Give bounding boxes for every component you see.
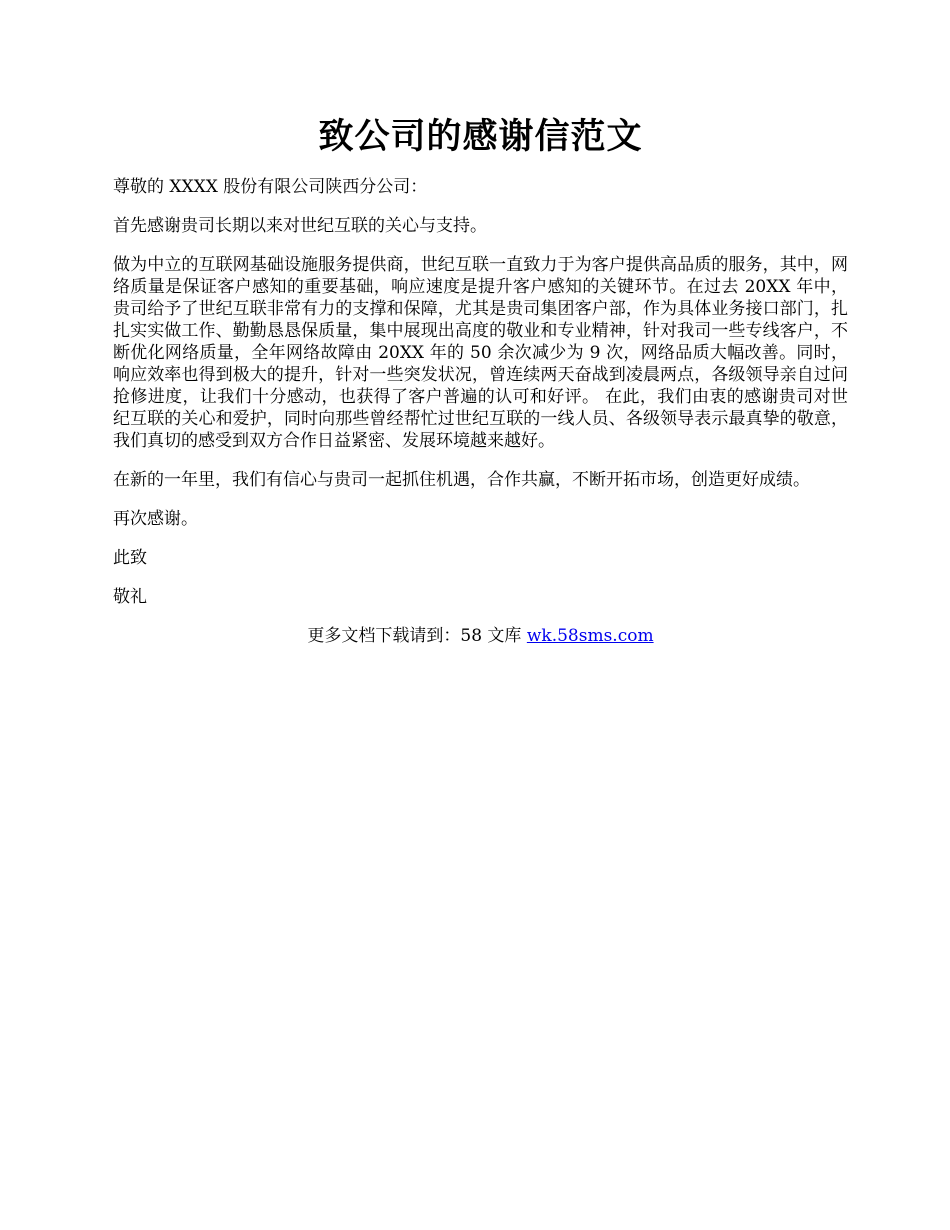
thanks-again: 再次感谢。 [113, 509, 198, 529]
footer-prefix: 更多文档下载请到：58 文库 [307, 626, 527, 646]
closing-line-1: 此致 [113, 548, 147, 568]
outlook-paragraph: 在新的一年里，我们有信心与贵司一起抓住机遇，合作共赢，不断开拓市场，创造更好成绩。 [113, 470, 810, 490]
download-footer [113, 625, 848, 647]
footer-link[interactable]: wk.58sms.com [526, 626, 654, 646]
main-paragraph: 做为中立的互联网基础设施服务提供商，世纪互联一直致力于为客户提供高品质的服务，其中，网络质量是保证客户感知的重要基础，响应速度是提升客户感知的关键环节。在过去 20XX 年中，贵司给予了世纪互联非常有力的支撑和保障，尤其是贵司集团客户部，作为具体业务接口部门，扎扎实实做工作、勤勤恳恳保质量，集中展现出高度的敬业和专业精神，针对我司一些专线客户，不断优化网络质量，全年网络故障由 20XX 年的 50 余次减少为 9 次，网络品质大幅改善。同时，响应效率也得到极大的提升，针对一些突发状况，曾连续两天奋战到凌晨两点，各级领导亲自过问抢修进度，让我们十分感动，也获得了客户普遍的认可和好评。 在此，我们由衷的感谢贵司对世纪互联的关心和爱护，同时向那些曾经帮忙过世纪互联的一线人员、各级领导表示最真挚的敬意，我们真切的感受到双方合作日益紧密、发展环境越来越好。 [113, 255, 848, 451]
closing-line-2: 敬礼 [113, 587, 147, 607]
opening-paragraph: 首先感谢贵司长期以来对世纪互联的关心与支持。 [113, 216, 487, 236]
salutation: 尊敬的 XXXX 股份有限公司陕西分公司： [113, 177, 428, 197]
document-page [113, 108, 848, 647]
document-title: 致公司的感谢信范文 [318, 116, 643, 157]
